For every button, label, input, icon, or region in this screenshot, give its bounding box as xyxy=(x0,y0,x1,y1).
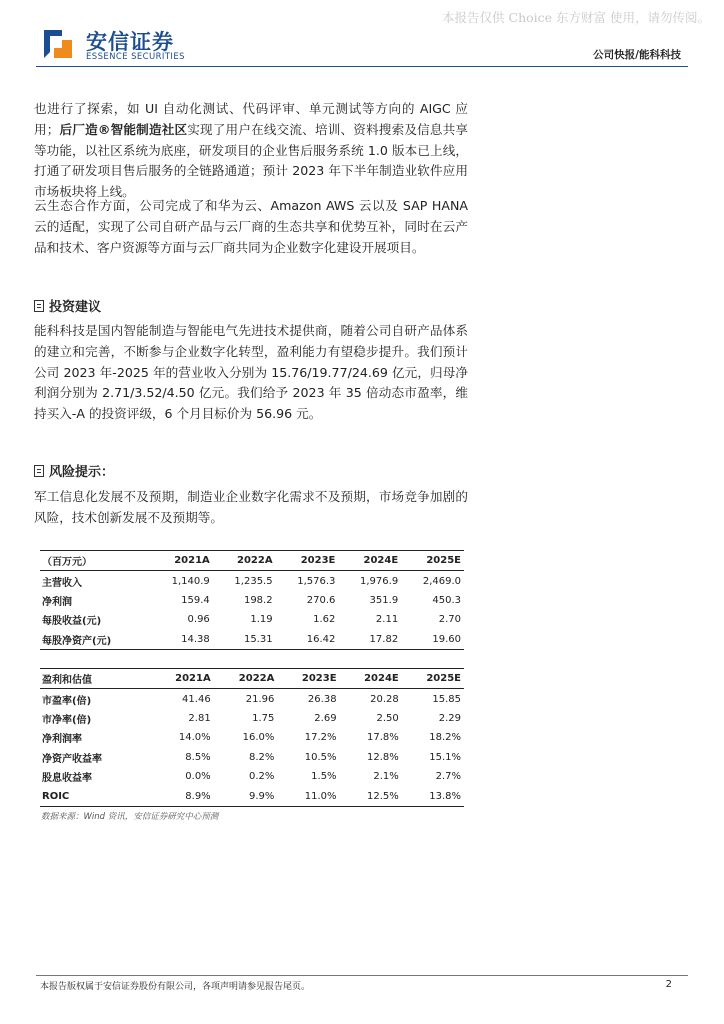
table-header-row xyxy=(40,551,464,571)
header-divider xyxy=(36,66,688,67)
table-header-cell: 2025E xyxy=(426,555,461,567)
table-row xyxy=(40,748,464,767)
table-cell: 17.2% xyxy=(304,732,337,744)
table-cell: 1,140.9 xyxy=(171,575,210,587)
community-highlight: 后厂造®智能制造社区 xyxy=(59,121,188,137)
table-cell: 16.42 xyxy=(306,633,336,645)
data-source: 数据来源：Wind 资讯，安信证券研究中心预测 xyxy=(41,812,219,822)
table-header-cell: 2024E xyxy=(364,673,399,685)
table-header-cell: 2024E xyxy=(363,555,399,567)
table-row xyxy=(40,728,464,747)
table-cell: 2.70 xyxy=(438,614,461,626)
section-risk-title: 风险提示： xyxy=(49,465,115,480)
table-cell: 351.9 xyxy=(369,594,399,606)
table-cell: 13.8% xyxy=(429,790,461,802)
table-header-cell: 2022A xyxy=(237,555,273,567)
table-cell: 12.5% xyxy=(366,790,399,802)
table-row xyxy=(40,786,464,806)
table-row xyxy=(40,591,464,610)
table-header-cell: 2025E xyxy=(426,673,461,685)
financial-table xyxy=(40,550,464,650)
paragraph-investment: 能科科技是国内智能制造与智能电气先进技术提供商，随着公司自研产品体系的建立和完善，不断参与企业数字化转型，盈利能力有望稳步提升。我们预计公司 2023 年-2025 年的营业收入分别为 15.76/19.77/24.69 亿元，归母净利润分别为 2.71/3.52/4.50 亿元。我们给予 2023 年 35 倍动态市盈率，维持买入-A 的投资评级，6 个月目标价为 56.96 元。 xyxy=(34,323,468,422)
document-icon xyxy=(34,465,44,477)
table-header-cell: （百万元） xyxy=(42,557,92,569)
table-header-cell: 盈利和估值 xyxy=(42,675,92,687)
table-header-row xyxy=(40,669,464,689)
document-icon xyxy=(34,300,44,312)
table-cell: 1,976.9 xyxy=(360,575,399,587)
table-cell: 18.2% xyxy=(429,732,461,744)
table-cell: 198.2 xyxy=(243,594,273,606)
table-cell: 每股收益(元) xyxy=(42,616,102,628)
table-cell: 1.19 xyxy=(250,614,273,626)
table-cell: 21.96 xyxy=(245,693,275,705)
table-header-cell: 2021A xyxy=(175,673,211,685)
table-cell: 15.31 xyxy=(243,633,273,645)
table-cell: 2.1% xyxy=(373,771,399,783)
table-row xyxy=(40,689,464,709)
table-cell: 市净率(倍) xyxy=(42,714,92,726)
table-header-cell: 2023E xyxy=(301,673,337,685)
table-cell: 270.6 xyxy=(306,594,336,606)
table-cell: 9.9% xyxy=(248,790,275,802)
table-cell: 11.0% xyxy=(304,790,337,802)
table-cell: 2.50 xyxy=(376,712,399,724)
table-cell: 15.1% xyxy=(429,751,461,763)
table-cell: 15.85 xyxy=(432,693,461,705)
table-row xyxy=(40,630,464,650)
section-investment xyxy=(34,296,101,315)
table-cell: 每股净资产(元) xyxy=(42,635,112,647)
table-cell: 2.81 xyxy=(188,712,211,724)
table-cell: 2.29 xyxy=(438,712,461,724)
table-cell: 2.69 xyxy=(314,712,337,724)
table-cell: 41.46 xyxy=(182,693,211,705)
footer-disclaimer: 本报告版权属于安信证券股份有限公司，各项声明请参见报告尾页。 xyxy=(40,982,311,992)
section-risk xyxy=(34,461,114,480)
watermark: 本报告仅供 Choice 东方财富 使用，请勿传阅。 xyxy=(442,10,710,25)
table-cell: 2.11 xyxy=(375,614,399,626)
table-cell: 8.9% xyxy=(185,790,211,802)
table-cell: 主营收入 xyxy=(42,577,82,589)
table-cell: 8.5% xyxy=(185,751,211,763)
table-cell: 0.96 xyxy=(187,614,210,626)
table-cell: 14.38 xyxy=(181,633,210,645)
table-cell: 0.0% xyxy=(185,771,211,783)
table-cell: 8.2% xyxy=(248,751,275,763)
table-row xyxy=(40,610,464,629)
table-cell: 1,235.5 xyxy=(234,575,273,587)
brand-name-en: ESSENCE SECURITIES xyxy=(86,52,185,62)
table-cell: 10.5% xyxy=(304,751,337,763)
table-cell: 14.0% xyxy=(178,732,211,744)
valuation-table xyxy=(40,668,464,807)
table-cell: 1.62 xyxy=(313,614,336,626)
table-cell: 17.8% xyxy=(366,732,399,744)
brand-name: 安信证券 xyxy=(86,30,174,54)
table-cell: 2,469.0 xyxy=(422,575,461,587)
table-cell: 1.75 xyxy=(252,712,275,724)
section-investment-title: 投资建议 xyxy=(49,300,102,315)
table-cell: 净资产收益率 xyxy=(42,753,102,765)
table-header-cell: 2023E xyxy=(300,555,336,567)
table-cell: 20.28 xyxy=(370,693,399,705)
table-row xyxy=(40,571,464,591)
paragraph-cloud: 云生态合作方面，公司完成了和华为云、Amazon AWS 云以及 SAP HANA 云的适配，实现了公司自研产品与云厂商的生态共享和优势互补，同时在云产品和技术、客户资源等方面与云厂商共同为企业数字化建设开展项目。 xyxy=(34,198,468,255)
report-type: 公司快报/能科科技 xyxy=(593,49,681,61)
paragraph-aigc xyxy=(34,99,468,203)
table-header-cell: 2022A xyxy=(238,673,275,685)
table-cell: 2.7% xyxy=(435,771,461,783)
table-cell: 市盈率(倍) xyxy=(42,695,92,707)
table-cell: 1.5% xyxy=(311,771,337,783)
table-header-cell: 2021A xyxy=(174,555,210,567)
table-cell: 26.38 xyxy=(307,693,337,705)
table-cell: 16.0% xyxy=(242,732,275,744)
table-cell: 19.60 xyxy=(432,633,461,645)
table-cell: 股息收益率 xyxy=(42,773,92,785)
paragraph-risk: 军工信息化发展不及预期，制造业企业数字化需求不及预期，市场竞争加剧的风险，技术创新发展不及预期等。 xyxy=(34,489,468,525)
table-cell: 0.2% xyxy=(248,771,275,783)
paragraph-aigc-rest: 实现了用户在线交流、培训、资料搜索及信息共享等功能，以社区系统为底座，研发项目的企业售后服务系统 1.0 版本已上线，打通了研发项目售后服务的全链路通道；预计 2023 年下半年制造业软件应用市场板块将上线。 xyxy=(34,121,469,200)
footer-divider xyxy=(36,975,688,976)
table-cell: 159.4 xyxy=(181,594,210,606)
table-cell: 1,576.3 xyxy=(297,575,336,587)
table-row xyxy=(40,709,464,728)
table-cell: ROIC xyxy=(42,790,70,802)
table-cell: 17.82 xyxy=(369,633,399,645)
essence-logo-icon xyxy=(40,26,76,62)
paragraph-aigc-lead: 也进行了探索，如 UI 自动化测试、代码评审、单元测试等方向的 AIGC 应用； xyxy=(34,101,468,137)
page-number: 2 xyxy=(665,979,672,990)
table-cell: 450.3 xyxy=(432,594,461,606)
table-cell: 净利润 xyxy=(42,596,72,608)
table-cell: 净利润率 xyxy=(42,734,82,746)
table-cell: 12.8% xyxy=(366,751,399,763)
table-row xyxy=(40,767,464,786)
